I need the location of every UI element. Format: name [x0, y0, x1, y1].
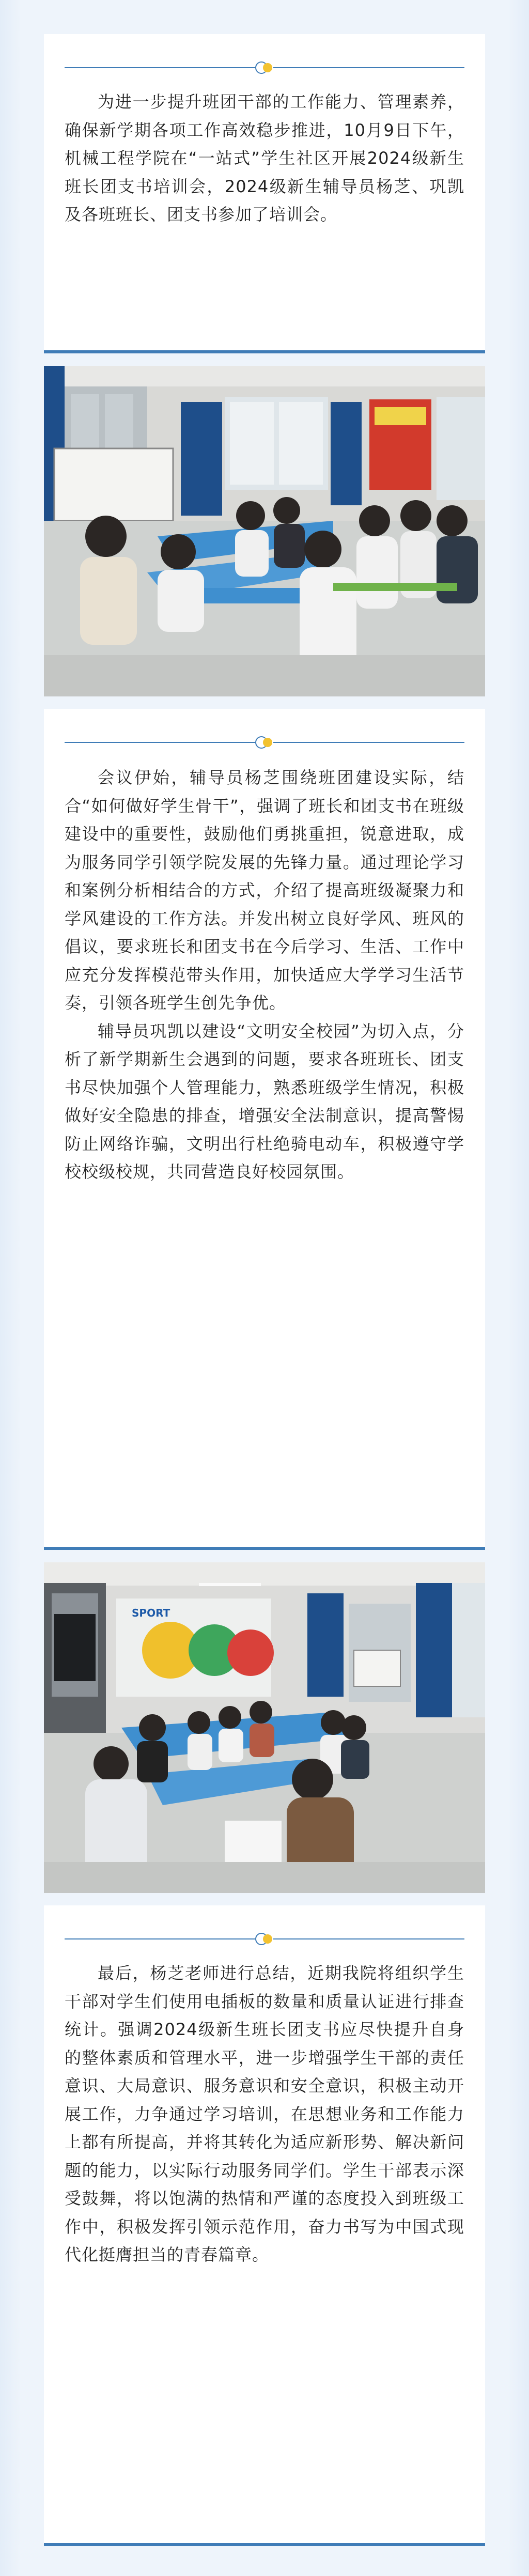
section-divider	[65, 1935, 464, 1943]
content-paragraph-1: 会议伊始，辅导员杨芝围绕班团建设实际，结合“如何做好学生骨干”，强调了班长和团支书在班级建设中的重要性，鼓励他们勇挑重担，锐意进取，成为服务同学引领学院发展的先锋力量。通过理论学习和案例分析相结合的方式，介绍了提高班级凝聚力和学风建设的工作方法。并发出树立良好学风、班风的倡议，要求班长和团支书在今后学习、生活、工作中应充分发挥模范带头作用，加快适应大学学习生活节奏，引领各班学生创先争优。	[65, 768, 464, 1013]
meeting-content-card	[44, 709, 485, 1550]
section-divider	[65, 739, 464, 746]
summary-card	[44, 1905, 485, 2546]
section-divider	[65, 64, 464, 71]
training-photo-1	[44, 366, 485, 696]
training-meeting-photo-2-icon	[44, 1562, 485, 1893]
training-meeting-photo-1-icon	[44, 366, 485, 696]
summary-paragraph: 最后，杨芝老师进行总结，近期我院将组织学生干部对学生们使用电插板的数量和质量认证进行排查统计。强调2024级新生班长团支书应尽快提升自身的整体素质和管理水平，进一步增强学生干部的责任意识、大局意识、服务意识和安全意识，积极主动开展工作，力争通过学习培训，在思想业务和工作能力上都有所提高，并将其转化为适应新形势、解决新问题的能力，以实际行动服务同学们。学生干部表示深受鼓舞，将以饱满的热情和严谨的态度投入到班级工作中，积极发挥引领示范作用，奋力书写为中国式现代化挺膺担当的青春篇章。	[65, 1963, 464, 2264]
content-paragraph-2: 辅导员巩凯以建设“文明安全校园”为切入点，分析了新学期新生会遇到的问题，要求各班班长、团支书尽快加强个人管理能力，熟悉班级学生情况，积极做好安全隐患的排查，增强安全法制意识，提高警惕防止网络诈骗，文明出行杜绝骑电动车，积极遵守学校校级校规，共同营造良好校园氛围。	[65, 1021, 464, 1182]
training-photo-2	[44, 1562, 485, 1893]
intro-card	[44, 34, 485, 353]
sport-banner-text: SPORT	[132, 1607, 170, 1619]
intro-paragraph: 为进一步提升班团干部的工作能力、管理素养，确保新学期各项工作高效稳步推进，10月9日下午，机械工程学院在“一站式”学生社区开展2024级新生班长团支书培训会，2024级新生辅导员杨芝、巩凯及各班班长、团支书参加了培训会。	[65, 92, 464, 224]
